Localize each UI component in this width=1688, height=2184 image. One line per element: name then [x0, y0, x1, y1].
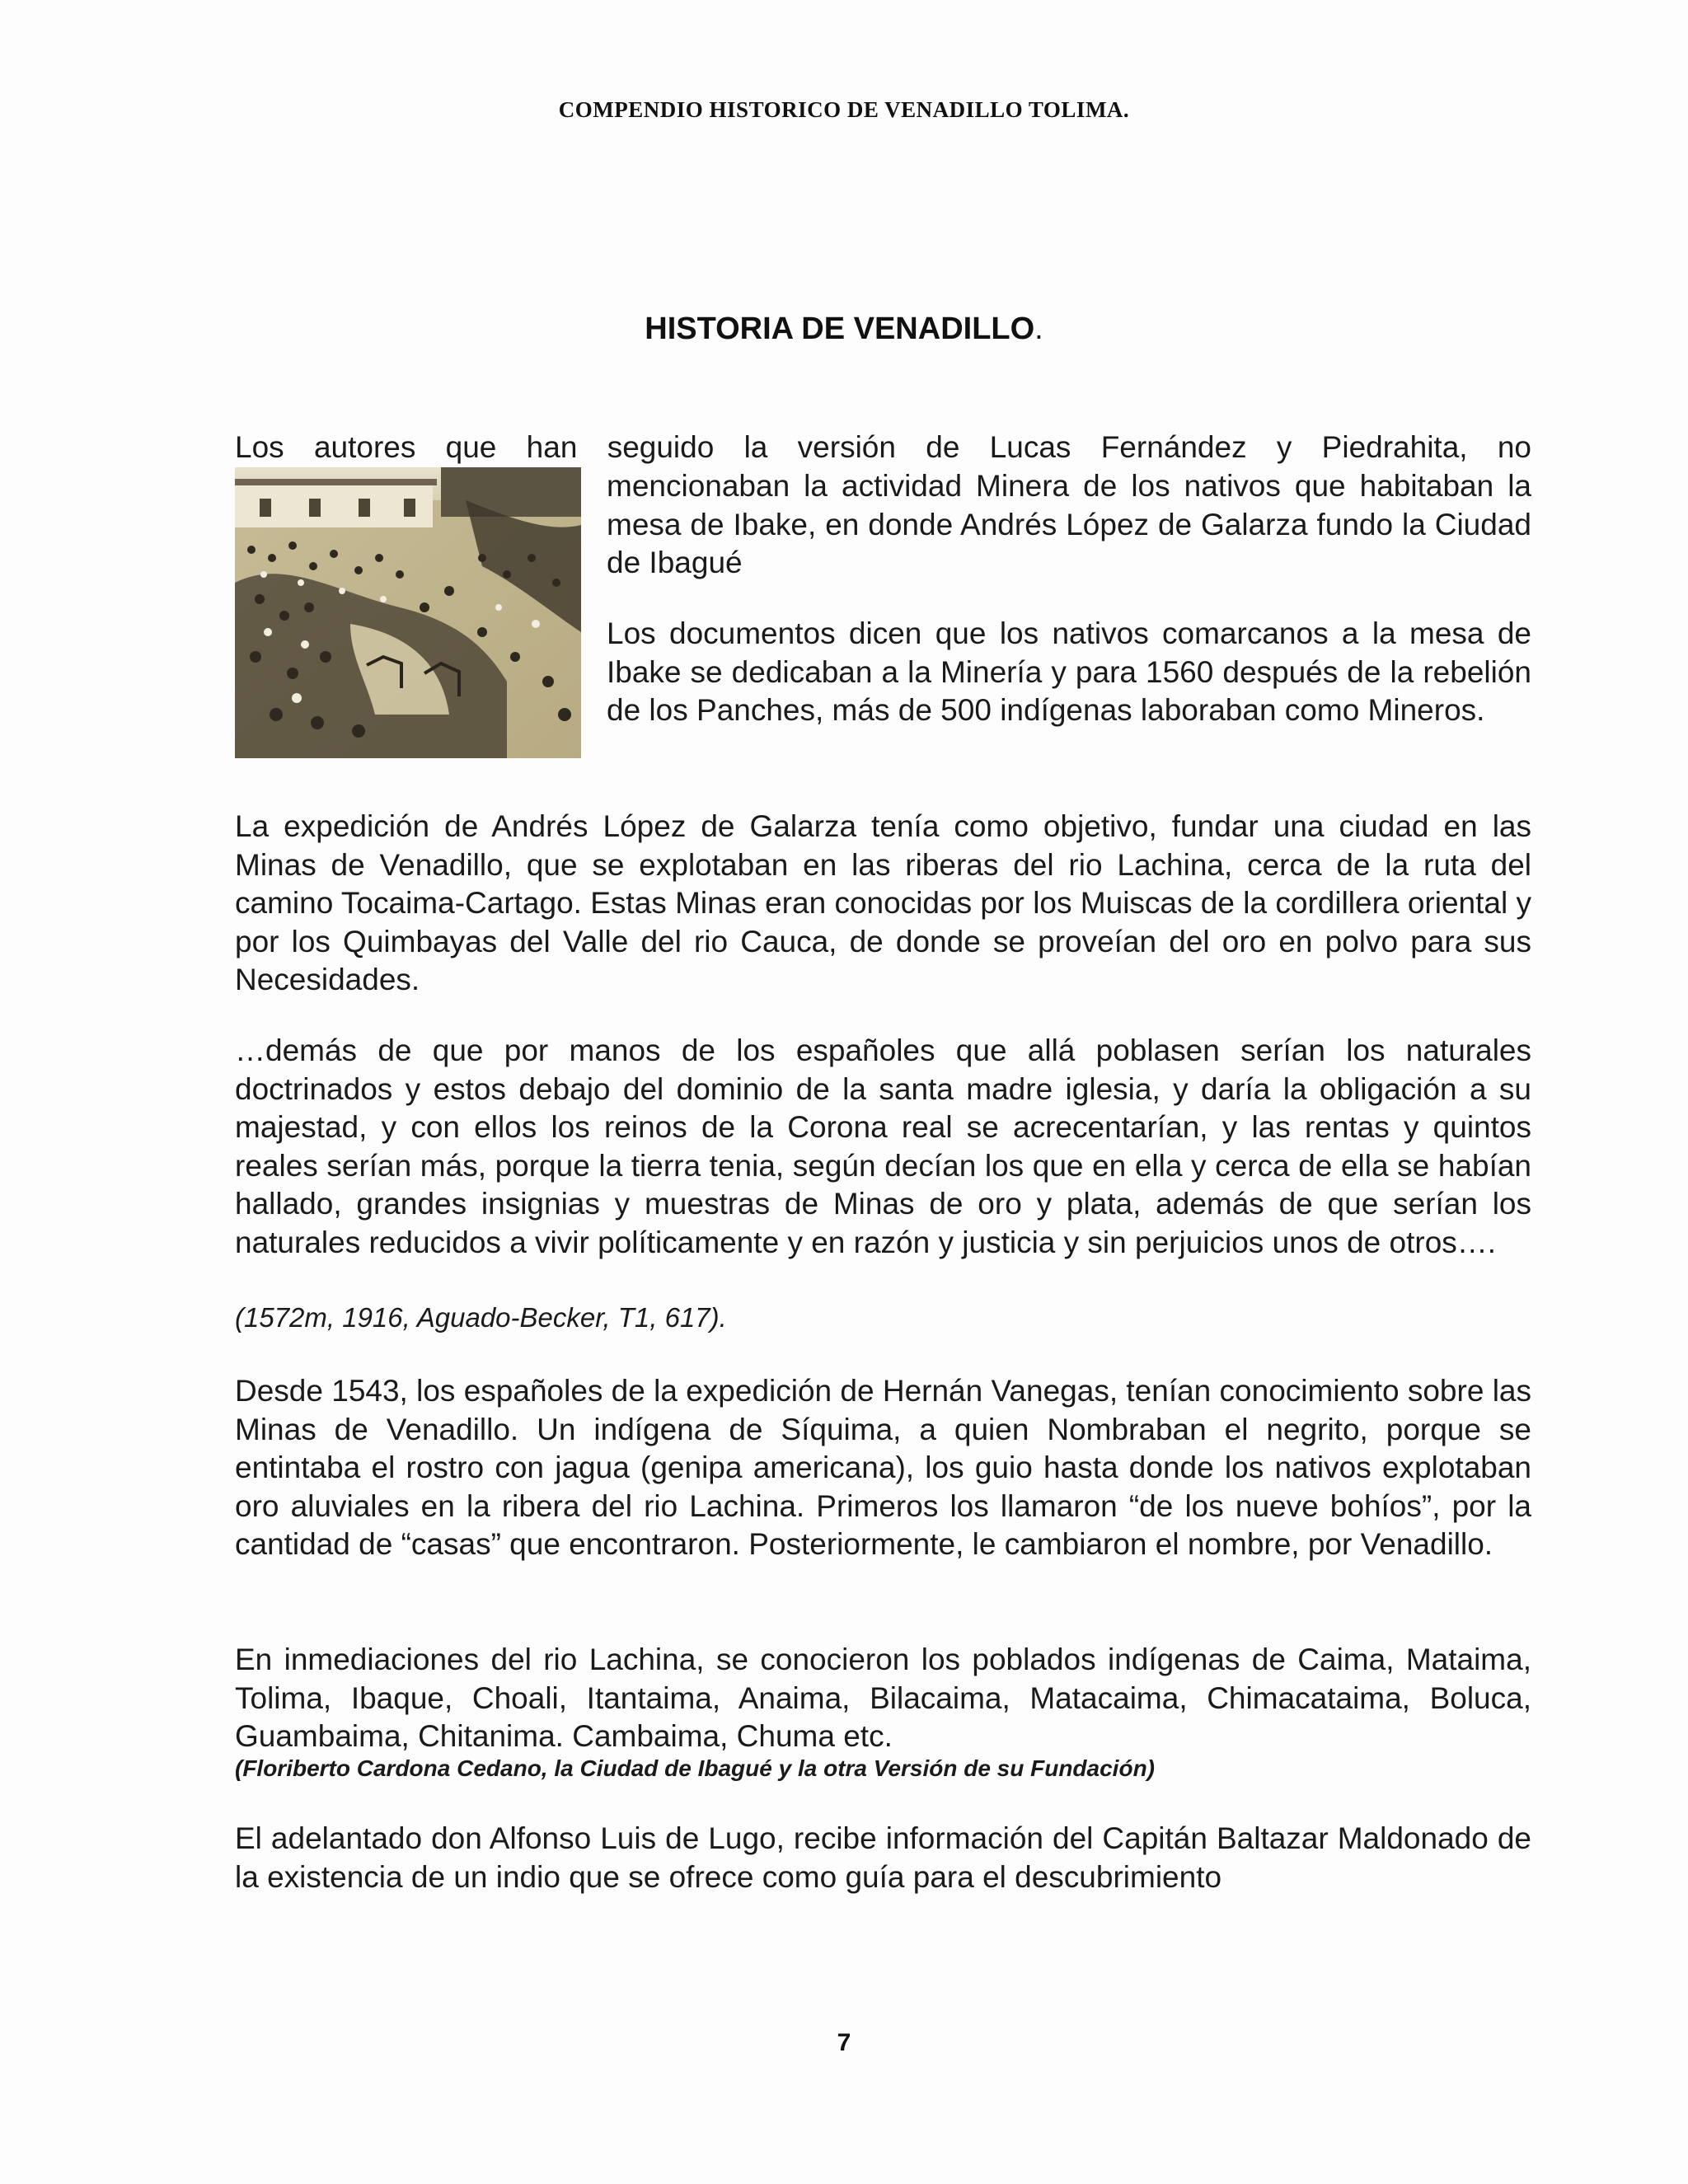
paragraph-1-rest-text: mencionaban la actividad Minera de los nativos que habitaban la mesa de Ibake, en donde Andrés López de Galarza fundo la Ciudad de Ibagué: [607, 469, 1531, 579]
paragraph-1-rest: [607, 467, 1531, 583]
title-text: HISTORIA DE VENADILLO: [645, 312, 1035, 346]
citation-floriberto: (Floriberto Cardona Cedano, la Ciudad de Ibagué y la otra Versión de su Fundación): [235, 1755, 1155, 1781]
paragraph-5: [235, 1372, 1531, 1564]
historical-photo: [235, 467, 581, 758]
paragraph-2: [607, 615, 1531, 730]
page-title: [0, 312, 1688, 347]
paragraph-5-text: Desde 1543, los españoles de la expedición de Hernán Vanegas, tenían conocimiento sobre las Minas de Venadillo. Un indígena de Síquima, a quien Nombraban el negrito, porque se entintaba el rostro con jagua (genipa americana), los guio hasta donde los nativos explotaban oro aluviales en la ribera del rio Lachina. Primeros los llamaron “de los nueve bohíos”, por la cantidad de “casas” que encontraron. Posteriormente, le cambiaron el nombre, por Venadillo.: [235, 1374, 1531, 1561]
paragraph-3: [235, 808, 1531, 1000]
paragraph-4-text: …demás de que por manos de los españoles que allá poblasen serían los naturales doctrinados y estos debajo del dominio de la santa madre iglesia, y daría la obligación a su majestad, y con ellos los reinos de la Corona real se acrecentarían, y las rentas y quintos reales serían más, porque la tierra tenia, según decían los que en ella y cerca de ella se habían hallado, grandes insignias y muestras de Minas de oro y plata, además de que serían los naturales reducidos a vivir políticamente y en razón y justicia y sin perjuicios unos de otros….: [235, 1033, 1531, 1259]
paragraph-4-quote: [235, 1032, 1531, 1262]
paragraph-7: [235, 1820, 1531, 1896]
paragraph-6: [235, 1641, 1531, 1756]
paragraph-1-first-line: Los autores que han seguido la versión de Lucas Fernández y Piedrahita, no: [235, 430, 1531, 464]
paragraph-2-text: Los documentos dicen que los nativos comarcanos a la mesa de Ibake se dedicaban a la Minería y para 1560 después de la rebelión de los Panches, más de 500 indígenas laboraban como Mineros.: [607, 616, 1531, 727]
paragraph-6-text: En inmediaciones del rio Lachina, se conocieron los poblados indígenas de Caima, Mataima, Tolima, Ibaque, Choali, Itantaima, Anaima, Bilacaima, Matacaima, Chimacataima, Boluca, Guambaima, Chitanima. Cambaima, Chuma etc.: [235, 1643, 1531, 1753]
citation-aguado-becker: (1572m, 1916, Aguado-Becker, T1, 617).: [235, 1302, 727, 1333]
paragraph-7-text: El adelantado don Alfonso Luis de Lugo, recibe información del Capitán Baltazar Maldonado de la existencia de un indio que se ofrece como guía para el descubrimiento: [235, 1821, 1531, 1894]
running-header: COMPENDIO HISTORICO DE VENADILLO TOLIMA.: [558, 97, 1130, 122]
paragraph-3-text: La expedición de Andrés López de Galarza tenía como objetivo, fundar una ciudad en las Minas de Venadillo, que se explotaban en las riberas del rio Lachina, cerca de la ruta del camino Tocaima-Cartago. Estas Minas eran conocidas por los Muiscas de la cordillera oriental y por los Quimbayas del Valle del rio Cauca, de donde se proveían del oro en polvo para sus Necesidades.: [235, 809, 1531, 996]
crowd-photo-illustration: [235, 467, 581, 758]
title-trailing: .: [1034, 312, 1043, 346]
page-number: 7: [837, 2029, 851, 2056]
